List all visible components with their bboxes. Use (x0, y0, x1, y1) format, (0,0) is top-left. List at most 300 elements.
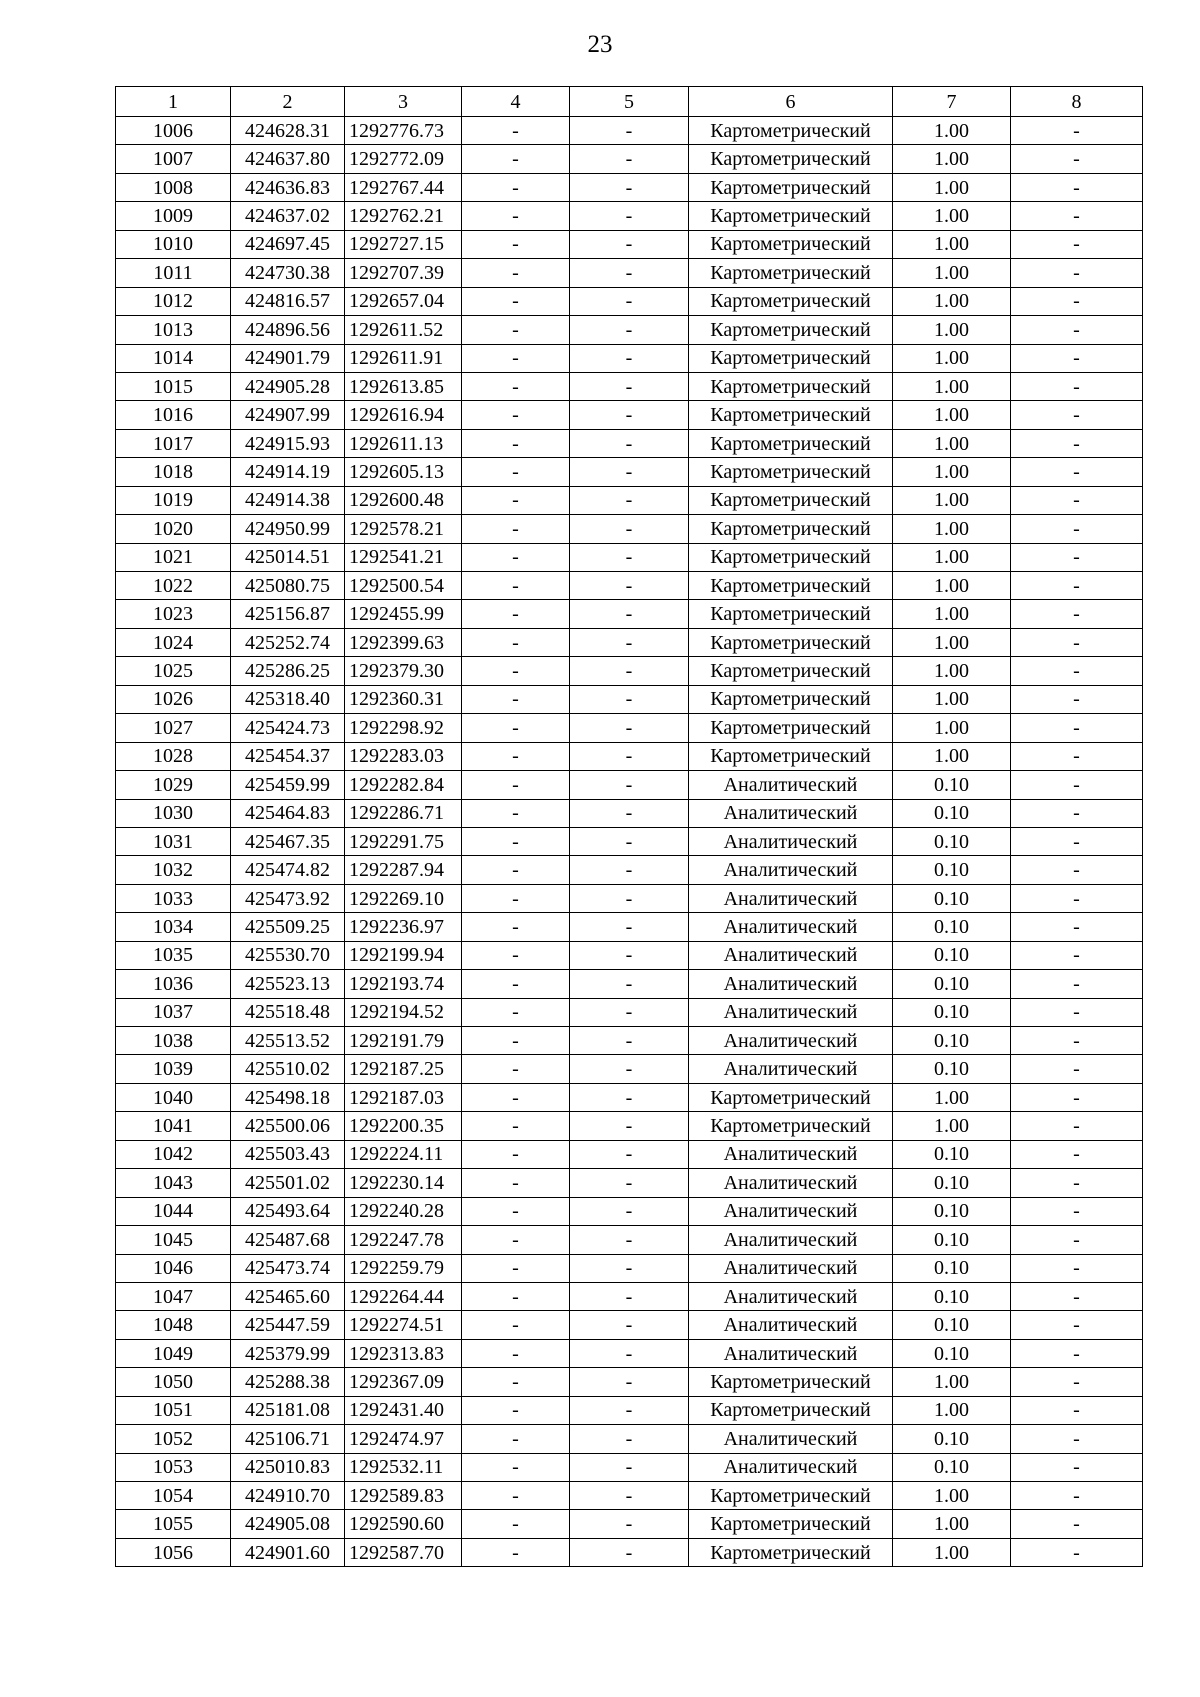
col4-cell: - (462, 1425, 570, 1453)
y-coordinate-cell: 1292194.52 (345, 998, 462, 1026)
col8-cell: - (1011, 1368, 1143, 1396)
point-number-cell: 1037 (116, 998, 231, 1026)
col4-cell: - (462, 657, 570, 685)
table-row (116, 372, 1143, 400)
table-row (116, 998, 1143, 1026)
accuracy-cell: 0.10 (893, 771, 1011, 799)
col8-cell: - (1011, 799, 1143, 827)
method-cell: Аналитический (689, 1055, 893, 1083)
y-coordinate-cell: 1292247.78 (345, 1226, 462, 1254)
col4-cell: - (462, 941, 570, 969)
accuracy-cell: 1.00 (893, 600, 1011, 628)
accuracy-cell: 1.00 (893, 117, 1011, 145)
accuracy-cell: 1.00 (893, 714, 1011, 742)
col5-cell: - (570, 1339, 689, 1367)
table-row (116, 1396, 1143, 1424)
point-number-cell: 1046 (116, 1254, 231, 1282)
accuracy-cell: 1.00 (893, 1538, 1011, 1566)
col4-cell: - (462, 856, 570, 884)
col5-cell: - (570, 856, 689, 884)
accuracy-cell: 1.00 (893, 1112, 1011, 1140)
accuracy-cell: 1.00 (893, 515, 1011, 543)
col8-cell: - (1011, 1226, 1143, 1254)
method-cell: Аналитический (689, 1311, 893, 1339)
accuracy-cell: 0.10 (893, 1027, 1011, 1055)
method-cell: Картометрический (689, 657, 893, 685)
y-coordinate-cell: 1292600.48 (345, 486, 462, 514)
x-coordinate-cell: 424914.38 (231, 486, 345, 514)
method-cell: Аналитический (689, 1453, 893, 1481)
point-number-cell: 1045 (116, 1226, 231, 1254)
col4-cell: - (462, 742, 570, 770)
table-row (116, 1197, 1143, 1225)
x-coordinate-cell: 424907.99 (231, 401, 345, 429)
method-cell: Картометрический (689, 372, 893, 400)
col8-cell: - (1011, 287, 1143, 315)
col4-cell: - (462, 1339, 570, 1367)
x-coordinate-cell: 425523.13 (231, 970, 345, 998)
col4-cell: - (462, 714, 570, 742)
col5-cell: - (570, 1169, 689, 1197)
method-cell: Картометрический (689, 287, 893, 315)
x-coordinate-cell: 424910.70 (231, 1482, 345, 1510)
col5-cell: - (570, 572, 689, 600)
col5-cell: - (570, 685, 689, 713)
x-coordinate-cell: 424697.45 (231, 230, 345, 258)
point-number-cell: 1043 (116, 1169, 231, 1197)
point-number-cell: 1044 (116, 1197, 231, 1225)
table-row (116, 287, 1143, 315)
x-coordinate-cell: 425530.70 (231, 941, 345, 969)
column-header: 3 (345, 87, 462, 117)
x-coordinate-cell: 425493.64 (231, 1197, 345, 1225)
y-coordinate-cell: 1292399.63 (345, 628, 462, 656)
x-coordinate-cell: 425424.73 (231, 714, 345, 742)
method-cell: Аналитический (689, 1339, 893, 1367)
accuracy-cell: 1.00 (893, 458, 1011, 486)
col8-cell: - (1011, 657, 1143, 685)
table-row (116, 628, 1143, 656)
col5-cell: - (570, 799, 689, 827)
accuracy-cell: 1.00 (893, 344, 1011, 372)
x-coordinate-cell: 425156.87 (231, 600, 345, 628)
accuracy-cell: 1.00 (893, 486, 1011, 514)
col4-cell: - (462, 685, 570, 713)
table-row (116, 429, 1143, 457)
point-number-cell: 1055 (116, 1510, 231, 1538)
table-row (116, 202, 1143, 230)
col5-cell: - (570, 1112, 689, 1140)
method-cell: Картометрический (689, 515, 893, 543)
table-row (116, 344, 1143, 372)
y-coordinate-cell: 1292230.14 (345, 1169, 462, 1197)
method-cell: Картометрический (689, 230, 893, 258)
col5-cell: - (570, 998, 689, 1026)
accuracy-cell: 1.00 (893, 429, 1011, 457)
y-coordinate-cell: 1292187.03 (345, 1083, 462, 1111)
y-coordinate-cell: 1292532.11 (345, 1453, 462, 1481)
x-coordinate-cell: 425379.99 (231, 1339, 345, 1367)
col4-cell: - (462, 628, 570, 656)
y-coordinate-cell: 1292259.79 (345, 1254, 462, 1282)
table-row (116, 685, 1143, 713)
point-number-cell: 1042 (116, 1140, 231, 1168)
col8-cell: - (1011, 1339, 1143, 1367)
table-header-row (116, 87, 1143, 117)
col4-cell: - (462, 316, 570, 344)
method-cell: Картометрический (689, 742, 893, 770)
y-coordinate-cell: 1292224.11 (345, 1140, 462, 1168)
point-number-cell: 1041 (116, 1112, 231, 1140)
col4-cell: - (462, 543, 570, 571)
x-coordinate-cell: 425513.52 (231, 1027, 345, 1055)
x-coordinate-cell: 425447.59 (231, 1311, 345, 1339)
point-number-cell: 1020 (116, 515, 231, 543)
table-row (116, 1140, 1143, 1168)
table-row (116, 572, 1143, 600)
col5-cell: - (570, 1226, 689, 1254)
column-header: 5 (570, 87, 689, 117)
col4-cell: - (462, 1197, 570, 1225)
point-number-cell: 1006 (116, 117, 231, 145)
y-coordinate-cell: 1292587.70 (345, 1538, 462, 1566)
accuracy-cell: 0.10 (893, 1425, 1011, 1453)
method-cell: Аналитический (689, 1140, 893, 1168)
point-number-cell: 1038 (116, 1027, 231, 1055)
table-row (116, 515, 1143, 543)
col4-cell: - (462, 1055, 570, 1083)
col5-cell: - (570, 1282, 689, 1310)
col5-cell: - (570, 884, 689, 912)
y-coordinate-cell: 1292282.84 (345, 771, 462, 799)
point-number-cell: 1021 (116, 543, 231, 571)
x-coordinate-cell: 425464.83 (231, 799, 345, 827)
col4-cell: - (462, 117, 570, 145)
point-number-cell: 1014 (116, 344, 231, 372)
accuracy-cell: 1.00 (893, 572, 1011, 600)
accuracy-cell: 1.00 (893, 628, 1011, 656)
col5-cell: - (570, 771, 689, 799)
col5-cell: - (570, 600, 689, 628)
coordinates-table (115, 86, 1143, 1567)
method-cell: Картометрический (689, 1510, 893, 1538)
x-coordinate-cell: 424914.19 (231, 458, 345, 486)
table-row (116, 913, 1143, 941)
col5-cell: - (570, 1538, 689, 1566)
table-row (116, 714, 1143, 742)
method-cell: Аналитический (689, 1425, 893, 1453)
x-coordinate-cell: 425106.71 (231, 1425, 345, 1453)
point-number-cell: 1035 (116, 941, 231, 969)
col4-cell: - (462, 145, 570, 173)
method-cell: Картометрический (689, 1083, 893, 1111)
col4-cell: - (462, 884, 570, 912)
point-number-cell: 1036 (116, 970, 231, 998)
col8-cell: - (1011, 998, 1143, 1026)
point-number-cell: 1007 (116, 145, 231, 173)
y-coordinate-cell: 1292379.30 (345, 657, 462, 685)
x-coordinate-cell: 425465.60 (231, 1282, 345, 1310)
point-number-cell: 1019 (116, 486, 231, 514)
point-number-cell: 1016 (116, 401, 231, 429)
col8-cell: - (1011, 543, 1143, 571)
accuracy-cell: 0.10 (893, 1140, 1011, 1168)
y-coordinate-cell: 1292776.73 (345, 117, 462, 145)
y-coordinate-cell: 1292298.92 (345, 714, 462, 742)
x-coordinate-cell: 424896.56 (231, 316, 345, 344)
col8-cell: - (1011, 628, 1143, 656)
point-number-cell: 1018 (116, 458, 231, 486)
table-row (116, 1538, 1143, 1566)
accuracy-cell: 1.00 (893, 401, 1011, 429)
y-coordinate-cell: 1292657.04 (345, 287, 462, 315)
y-coordinate-cell: 1292269.10 (345, 884, 462, 912)
table-row (116, 600, 1143, 628)
accuracy-cell: 0.10 (893, 941, 1011, 969)
col5-cell: - (570, 429, 689, 457)
method-cell: Картометрический (689, 1368, 893, 1396)
method-cell: Картометрический (689, 344, 893, 372)
point-number-cell: 1013 (116, 316, 231, 344)
y-coordinate-cell: 1292500.54 (345, 572, 462, 600)
accuracy-cell: 1.00 (893, 372, 1011, 400)
col5-cell: - (570, 1254, 689, 1282)
col4-cell: - (462, 1538, 570, 1566)
y-coordinate-cell: 1292286.71 (345, 799, 462, 827)
col8-cell: - (1011, 173, 1143, 201)
col4-cell: - (462, 344, 570, 372)
col8-cell: - (1011, 771, 1143, 799)
y-coordinate-cell: 1292200.35 (345, 1112, 462, 1140)
col8-cell: - (1011, 344, 1143, 372)
col5-cell: - (570, 1425, 689, 1453)
col4-cell: - (462, 1368, 570, 1396)
accuracy-cell: 0.10 (893, 1453, 1011, 1481)
x-coordinate-cell: 425503.43 (231, 1140, 345, 1168)
table-row (116, 1027, 1143, 1055)
col5-cell: - (570, 941, 689, 969)
method-cell: Аналитический (689, 1254, 893, 1282)
accuracy-cell: 0.10 (893, 1055, 1011, 1083)
col8-cell: - (1011, 117, 1143, 145)
col8-cell: - (1011, 856, 1143, 884)
col4-cell: - (462, 1510, 570, 1538)
x-coordinate-cell: 425500.06 (231, 1112, 345, 1140)
x-coordinate-cell: 425487.68 (231, 1226, 345, 1254)
col4-cell: - (462, 173, 570, 201)
col5-cell: - (570, 316, 689, 344)
table-row (116, 1112, 1143, 1140)
method-cell: Картометрический (689, 202, 893, 230)
x-coordinate-cell: 424950.99 (231, 515, 345, 543)
x-coordinate-cell: 425518.48 (231, 998, 345, 1026)
x-coordinate-cell: 424636.83 (231, 173, 345, 201)
col4-cell: - (462, 1140, 570, 1168)
accuracy-cell: 0.10 (893, 856, 1011, 884)
x-coordinate-cell: 425080.75 (231, 572, 345, 600)
col8-cell: - (1011, 145, 1143, 173)
method-cell: Картометрический (689, 145, 893, 173)
col5-cell: - (570, 1510, 689, 1538)
method-cell: Картометрический (689, 316, 893, 344)
table-row (116, 1226, 1143, 1254)
col8-cell: - (1011, 1027, 1143, 1055)
y-coordinate-cell: 1292274.51 (345, 1311, 462, 1339)
y-coordinate-cell: 1292313.83 (345, 1339, 462, 1367)
x-coordinate-cell: 425510.02 (231, 1055, 345, 1083)
col4-cell: - (462, 913, 570, 941)
col5-cell: - (570, 1197, 689, 1225)
x-coordinate-cell: 425501.02 (231, 1169, 345, 1197)
point-number-cell: 1034 (116, 913, 231, 941)
y-coordinate-cell: 1292762.21 (345, 202, 462, 230)
table-row (116, 827, 1143, 855)
y-coordinate-cell: 1292193.74 (345, 970, 462, 998)
table-row (116, 884, 1143, 912)
table-row (116, 1425, 1143, 1453)
point-number-cell: 1050 (116, 1368, 231, 1396)
table-row (116, 1339, 1143, 1367)
col4-cell: - (462, 572, 570, 600)
x-coordinate-cell: 425288.38 (231, 1368, 345, 1396)
col4-cell: - (462, 1226, 570, 1254)
x-coordinate-cell: 425454.37 (231, 742, 345, 770)
col4-cell: - (462, 1027, 570, 1055)
x-coordinate-cell: 425014.51 (231, 543, 345, 571)
method-cell: Картометрический (689, 714, 893, 742)
accuracy-cell: 1.00 (893, 543, 1011, 571)
x-coordinate-cell: 425467.35 (231, 827, 345, 855)
point-number-cell: 1030 (116, 799, 231, 827)
col8-cell: - (1011, 1140, 1143, 1168)
point-number-cell: 1027 (116, 714, 231, 742)
accuracy-cell: 0.10 (893, 913, 1011, 941)
col5-cell: - (570, 145, 689, 173)
col4-cell: - (462, 600, 570, 628)
col4-cell: - (462, 259, 570, 287)
col5-cell: - (570, 970, 689, 998)
table-row (116, 458, 1143, 486)
col8-cell: - (1011, 913, 1143, 941)
col8-cell: - (1011, 372, 1143, 400)
y-coordinate-cell: 1292287.94 (345, 856, 462, 884)
point-number-cell: 1011 (116, 259, 231, 287)
col8-cell: - (1011, 515, 1143, 543)
col4-cell: - (462, 458, 570, 486)
x-coordinate-cell: 425252.74 (231, 628, 345, 656)
accuracy-cell: 0.10 (893, 1311, 1011, 1339)
x-coordinate-cell: 425181.08 (231, 1396, 345, 1424)
table-row (116, 1282, 1143, 1310)
x-coordinate-cell: 424816.57 (231, 287, 345, 315)
y-coordinate-cell: 1292616.94 (345, 401, 462, 429)
col5-cell: - (570, 458, 689, 486)
x-coordinate-cell: 424905.28 (231, 372, 345, 400)
method-cell: Аналитический (689, 970, 893, 998)
accuracy-cell: 1.00 (893, 1083, 1011, 1111)
col4-cell: - (462, 287, 570, 315)
y-coordinate-cell: 1292707.39 (345, 259, 462, 287)
accuracy-cell: 0.10 (893, 1282, 1011, 1310)
col8-cell: - (1011, 714, 1143, 742)
y-coordinate-cell: 1292727.15 (345, 230, 462, 258)
x-coordinate-cell: 425459.99 (231, 771, 345, 799)
accuracy-cell: 0.10 (893, 998, 1011, 1026)
point-number-cell: 1010 (116, 230, 231, 258)
col8-cell: - (1011, 316, 1143, 344)
accuracy-cell: 0.10 (893, 1254, 1011, 1282)
y-coordinate-cell: 1292236.97 (345, 913, 462, 941)
col8-cell: - (1011, 1311, 1143, 1339)
col5-cell: - (570, 657, 689, 685)
point-number-cell: 1015 (116, 372, 231, 400)
method-cell: Аналитический (689, 1282, 893, 1310)
table-row (116, 1368, 1143, 1396)
point-number-cell: 1047 (116, 1282, 231, 1310)
col4-cell: - (462, 486, 570, 514)
x-coordinate-cell: 424901.79 (231, 344, 345, 372)
col4-cell: - (462, 771, 570, 799)
x-coordinate-cell: 425473.92 (231, 884, 345, 912)
table-row (116, 1254, 1143, 1282)
col8-cell: - (1011, 1425, 1143, 1453)
col8-cell: - (1011, 1453, 1143, 1481)
method-cell: Аналитический (689, 998, 893, 1026)
table-row (116, 145, 1143, 173)
point-number-cell: 1040 (116, 1083, 231, 1111)
y-coordinate-cell: 1292431.40 (345, 1396, 462, 1424)
col8-cell: - (1011, 685, 1143, 713)
table-row (116, 1311, 1143, 1339)
y-coordinate-cell: 1292611.52 (345, 316, 462, 344)
column-header: 2 (231, 87, 345, 117)
col8-cell: - (1011, 1169, 1143, 1197)
col8-cell: - (1011, 401, 1143, 429)
col8-cell: - (1011, 259, 1143, 287)
y-coordinate-cell: 1292199.94 (345, 941, 462, 969)
method-cell: Картометрический (689, 685, 893, 713)
col8-cell: - (1011, 884, 1143, 912)
column-header: 6 (689, 87, 893, 117)
y-coordinate-cell: 1292772.09 (345, 145, 462, 173)
col4-cell: - (462, 515, 570, 543)
accuracy-cell: 0.10 (893, 1339, 1011, 1367)
method-cell: Картометрический (689, 543, 893, 571)
x-coordinate-cell: 424905.08 (231, 1510, 345, 1538)
point-number-cell: 1022 (116, 572, 231, 600)
accuracy-cell: 1.00 (893, 742, 1011, 770)
method-cell: Аналитический (689, 941, 893, 969)
method-cell: Аналитический (689, 1197, 893, 1225)
table-row (116, 486, 1143, 514)
col5-cell: - (570, 1027, 689, 1055)
col4-cell: - (462, 401, 570, 429)
col4-cell: - (462, 1169, 570, 1197)
accuracy-cell: 1.00 (893, 173, 1011, 201)
point-number-cell: 1048 (116, 1311, 231, 1339)
col5-cell: - (570, 1396, 689, 1424)
accuracy-cell: 0.10 (893, 1197, 1011, 1225)
col4-cell: - (462, 1083, 570, 1111)
col5-cell: - (570, 1055, 689, 1083)
y-coordinate-cell: 1292291.75 (345, 827, 462, 855)
method-cell: Картометрический (689, 429, 893, 457)
table-row (116, 657, 1143, 685)
table-row (116, 970, 1143, 998)
col8-cell: - (1011, 429, 1143, 457)
col8-cell: - (1011, 202, 1143, 230)
accuracy-cell: 0.10 (893, 970, 1011, 998)
